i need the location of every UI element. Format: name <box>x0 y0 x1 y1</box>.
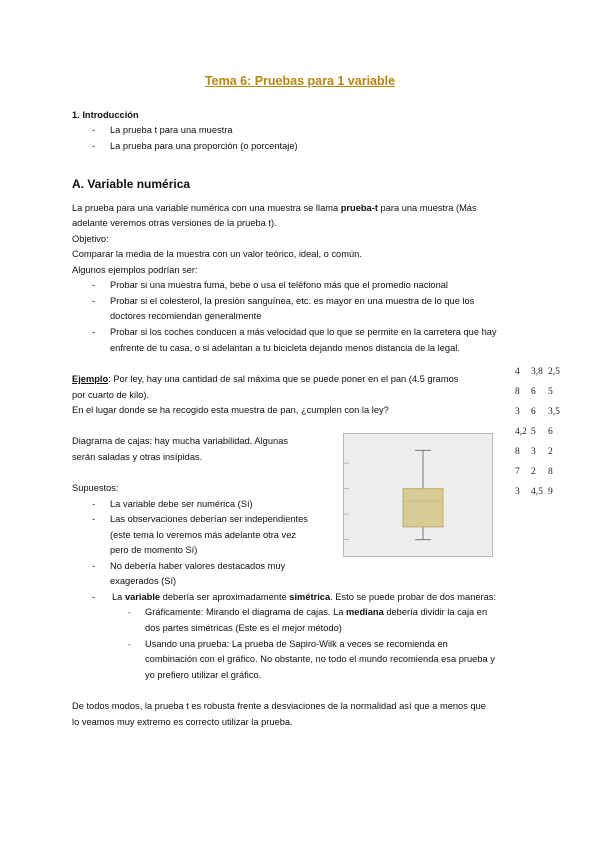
data-cell: 4,2 <box>515 427 527 437</box>
diagram-caption: serán saladas y otras insípidas. <box>72 452 203 462</box>
boxplot-box <box>403 489 443 527</box>
data-cell: 4,5 <box>531 487 543 497</box>
dash-bullet: - <box>92 141 96 151</box>
ejemplo-question: En el lugar donde se ha recogido esta muestra de pan, ¿cumplen con la ley? <box>72 405 389 415</box>
supuesto-item: La variable debe ser numérica (Sí) <box>110 499 253 509</box>
dash-bullet: - <box>92 125 96 135</box>
intro-item: La prueba t para una muestra <box>110 125 233 135</box>
supuesto-item-cont: pero de momento Sí) <box>110 545 198 555</box>
sub-item-cont: yo prefiero utilizar el gráfico. <box>145 670 262 680</box>
dash-bullet: - <box>92 280 96 290</box>
section-a-heading: A. Variable numérica <box>72 177 191 191</box>
paragraph-line: adelante veremos otras versiones de la prueba t). <box>72 218 277 228</box>
data-cell: 3 <box>515 407 520 417</box>
data-cell: 7 <box>515 467 520 477</box>
data-cell: 2 <box>531 467 536 477</box>
example-item: Probar si una muestra fuma, bebe o usa el teléfono más que el promedio nacional <box>110 280 448 290</box>
supuestos-heading: Supuestos: <box>72 483 119 493</box>
data-cell: 8 <box>515 447 520 457</box>
sub-bullet: - <box>128 608 131 617</box>
example-item: Probar si el colesterol, la presión sanguínea, etc. es mayor en una muestra de lo que los <box>110 296 475 306</box>
supuesto-item-cont: (este tema lo veremos más adelante otra vez <box>110 530 297 540</box>
example-item: Probar si los coches conducen a más velocidad que lo que se permite en la carretera que hay <box>110 327 497 337</box>
sub-item-cont: combinación con el gráfico. No obstante, no todo el mundo recomienda esa prueba y <box>145 654 495 664</box>
conclusion-line: lo veamos muy extremo es correcto utilizar la prueba. <box>72 717 293 727</box>
data-cell: 9 <box>548 487 553 497</box>
symmetry-line: La variable debería ser aproximadamente simétrica. Esto se puede probar de dos maneras: <box>112 592 497 602</box>
objetivo-text: Comparar la media de la muestra con un valor teórico, ideal, o común. <box>72 249 362 259</box>
sub-item: Usando una prueba: La prueba de Sapiro-Wilk a veces se recomienda en <box>145 639 448 649</box>
boxplot-svg <box>344 434 492 556</box>
data-cell: 8 <box>548 467 553 477</box>
dash-bullet: - <box>92 499 96 509</box>
objetivo-label: Objetivo: <box>72 234 109 244</box>
data-cell: 3,8 <box>531 367 543 377</box>
data-cell: 3 <box>531 447 536 457</box>
sub-item-cont: dos partes simétricas (Este es el mejor método) <box>145 623 342 633</box>
dash-bullet: - <box>92 296 96 306</box>
data-cell: 2,5 <box>548 367 560 377</box>
data-cell: 6 <box>531 387 536 397</box>
example-item-cont: enfrente de tu casa, o si adelantan a tu bicicleta dejando menos distancia de la legal. <box>110 343 460 353</box>
dash-bullet: - <box>92 561 96 571</box>
example-item-cont: doctores recomiendan generalmente <box>110 311 262 321</box>
data-cell: 6 <box>548 427 553 437</box>
sub-bullet: - <box>128 640 131 649</box>
supuesto-item: Las observaciones deberían ser independientes <box>110 514 308 524</box>
data-cell: 6 <box>531 407 536 417</box>
paragraph-line: La prueba para una variable numérica con una muestra se llama prueba-t para una muestra (Más <box>72 203 477 213</box>
data-table <box>515 367 585 517</box>
ejemplo-line: por cuarto de kilo). <box>72 390 149 400</box>
data-cell: 5 <box>531 427 536 437</box>
page-title: Tema 6: Pruebas para 1 variable <box>204 74 396 88</box>
data-cell: 8 <box>515 387 520 397</box>
data-cell: 5 <box>548 387 553 397</box>
sub-item: Gráficamente: Mirando el diagrama de cajas. La mediana debería dividir la caja en <box>145 607 488 617</box>
boxplot-chart <box>343 433 493 557</box>
diagram-caption: Diagrama de cajas: hay mucha variabilidad. Algunas <box>72 436 289 446</box>
supuesto-item: No debería haber valores destacados muy <box>110 561 286 571</box>
data-cell: 3 <box>515 487 520 497</box>
conclusion-line: De todos modos, la prueba t es robusta frente a desviaciones de la normalidad así que a menos que <box>72 701 486 711</box>
supuesto-item-cont: exagerados (Sí) <box>110 576 177 586</box>
ejemplo-line: Ejemplo: Por ley, hay una cantidad de sal máxima que se puede poner en el pan (4.5 gramos <box>72 374 459 384</box>
dash-bullet: - <box>92 514 96 524</box>
examples-intro: Algunos ejemplos podrían ser: <box>72 265 198 275</box>
intro-heading: 1. Introducción <box>72 110 139 120</box>
data-cell: 3,5 <box>548 407 560 417</box>
dash-bullet: - <box>92 592 96 602</box>
dash-bullet: - <box>92 327 96 337</box>
intro-item: La prueba para una proporción (o porcentaje) <box>110 141 298 151</box>
data-cell: 2 <box>548 447 553 457</box>
data-cell: 4 <box>515 367 520 377</box>
